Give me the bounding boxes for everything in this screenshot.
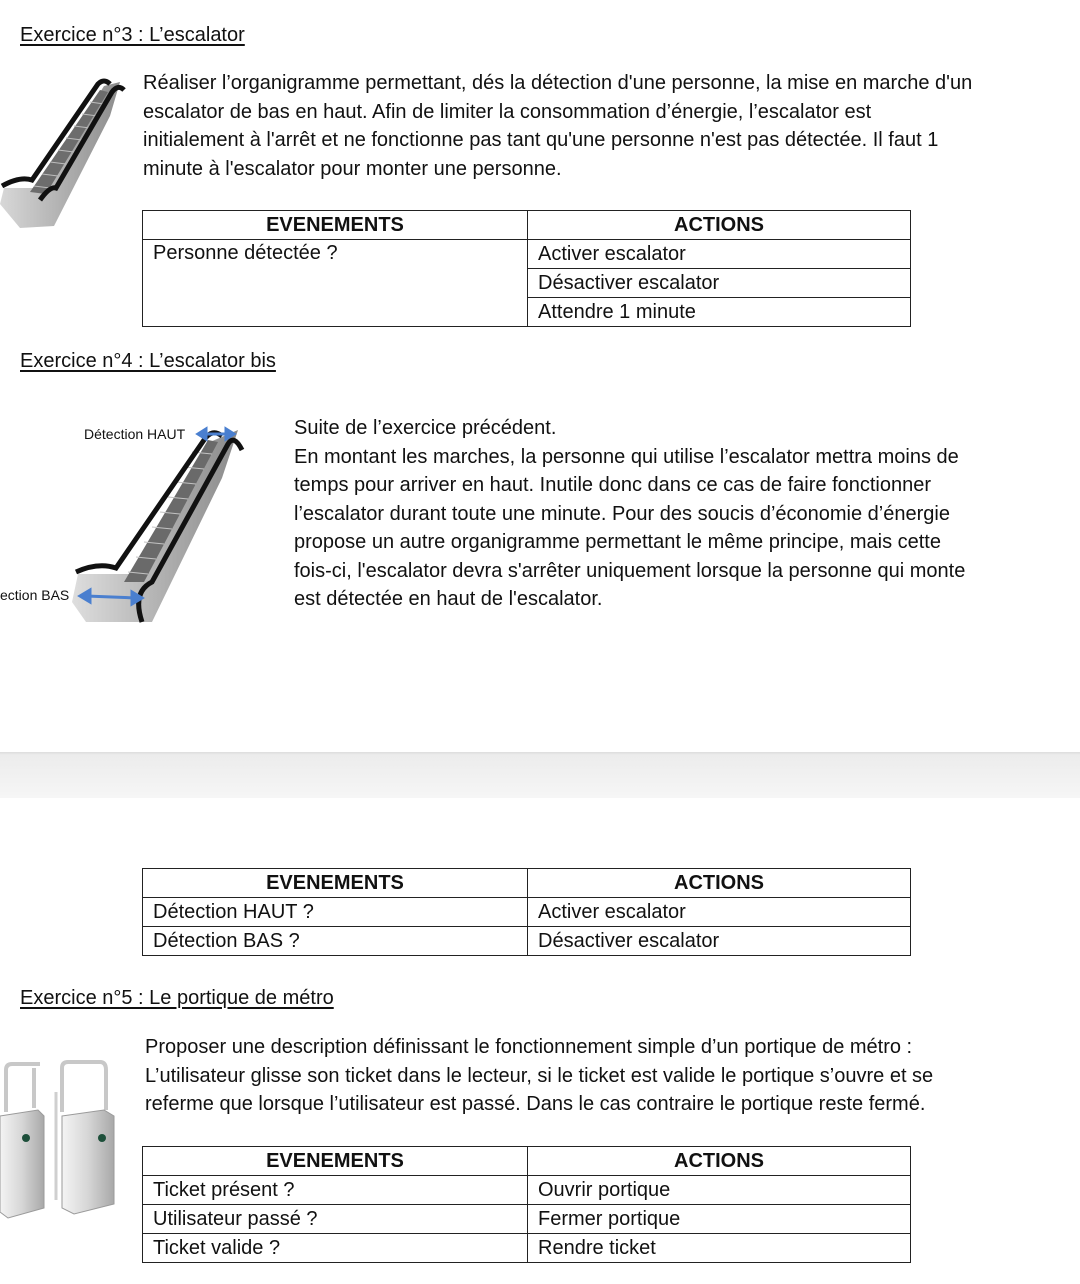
- metro-gate-illustration: [0, 1052, 124, 1228]
- action-cell: Activer escalator: [528, 898, 911, 927]
- escalator-sensor-illustration: [72, 422, 246, 632]
- action-cell: Fermer portique: [528, 1205, 911, 1234]
- col-events-header: EVENEMENTS: [143, 1147, 528, 1176]
- table-row: [143, 1176, 911, 1205]
- detection-top-label: Détection HAUT: [84, 426, 186, 442]
- ex4-line: Suite de l’exercice précédent.: [294, 417, 557, 439]
- table-row: [143, 927, 911, 956]
- action-cell: Activer escalator: [528, 240, 911, 269]
- detection-bottom-label: ection BAS: [0, 587, 70, 603]
- ex3-line: Réaliser l’organigramme permettant, dés la détection d'une personne, la mise en marche d'un: [143, 72, 973, 94]
- ex4-line: est détectée en haut de l'escalator.: [294, 588, 603, 610]
- action-cell: Ouvrir portique: [528, 1176, 911, 1205]
- ex3-table: [142, 210, 911, 327]
- ex4-table: [142, 868, 911, 956]
- event-cell: Détection BAS ?: [143, 927, 528, 956]
- ex5-heading: Exercice n°5 : Le portique de métro: [20, 987, 334, 1009]
- ex3-paragraph: [143, 69, 972, 183]
- ex5-line: referme que lorsque l’utilisateur est passé. Dans le cas contraire le portique reste fermé.: [145, 1093, 926, 1115]
- escalator-illustration: [0, 76, 130, 232]
- table-row: [143, 1205, 911, 1234]
- ex4-line: l’escalator durant toute une minute. Pour des soucis d’économie d’énergie: [294, 502, 950, 525]
- event-cell: Ticket valide ?: [143, 1234, 528, 1263]
- ex4-line: propose un autre organigramme permettant le même principe, mais cette: [294, 531, 941, 553]
- event-cell: Détection HAUT ?: [143, 898, 528, 927]
- ex4-line: fois-ci, l'escalator devra s'arrêter uniquement lorsque la personne qui monte: [294, 559, 966, 582]
- action-cell: Désactiver escalator: [528, 269, 911, 298]
- ex3-line: initialement à l'arrêt et ne fonctionne pas tant qu'une personne n'est pas détectée. Il faut 1: [143, 129, 939, 151]
- table-row: [143, 1234, 911, 1263]
- action-cell: Rendre ticket: [528, 1234, 911, 1263]
- action-cell: Attendre 1 minute: [528, 298, 911, 327]
- ex5-table: [142, 1146, 911, 1263]
- ex5-line: Proposer une description définissant le fonctionnement simple d’un portique de métro :: [145, 1036, 913, 1058]
- ex5-paragraph: [145, 1033, 933, 1119]
- page-break: [0, 752, 1080, 798]
- ex4-line: temps pour arriver en haut. Inutile donc dans ce cas de faire fonctionner: [294, 474, 932, 496]
- event-cell: Personne détectée ?: [143, 240, 528, 327]
- col-events-header: EVENEMENTS: [143, 211, 528, 240]
- col-events-header: EVENEMENTS: [143, 869, 528, 898]
- action-cell: Désactiver escalator: [528, 927, 911, 956]
- ex4-heading: Exercice n°4 : L’escalator bis: [20, 350, 276, 372]
- ex4-paragraph: [294, 414, 965, 614]
- col-actions-header: ACTIONS: [528, 1147, 911, 1176]
- col-actions-header: ACTIONS: [528, 869, 911, 898]
- event-cell: Utilisateur passé ?: [143, 1205, 528, 1234]
- ex3-heading: Exercice n°3 : L’escalator: [20, 24, 245, 46]
- ex5-line: L’utilisateur glisse son ticket dans le lecteur, si le ticket est valide le portique s’ouvre et se: [145, 1064, 934, 1087]
- ex3-line: escalator de bas en haut. Afin de limiter la consommation d’énergie, l’escalator est: [143, 100, 872, 123]
- ex3-line: minute à l'escalator pour monter une personne.: [143, 157, 562, 180]
- ex4-line: En montant les marches, la personne qui utilise l’escalator mettra moins de: [294, 445, 959, 468]
- table-row: [143, 898, 911, 927]
- event-cell: Ticket présent ?: [143, 1176, 528, 1205]
- col-actions-header: ACTIONS: [528, 211, 911, 240]
